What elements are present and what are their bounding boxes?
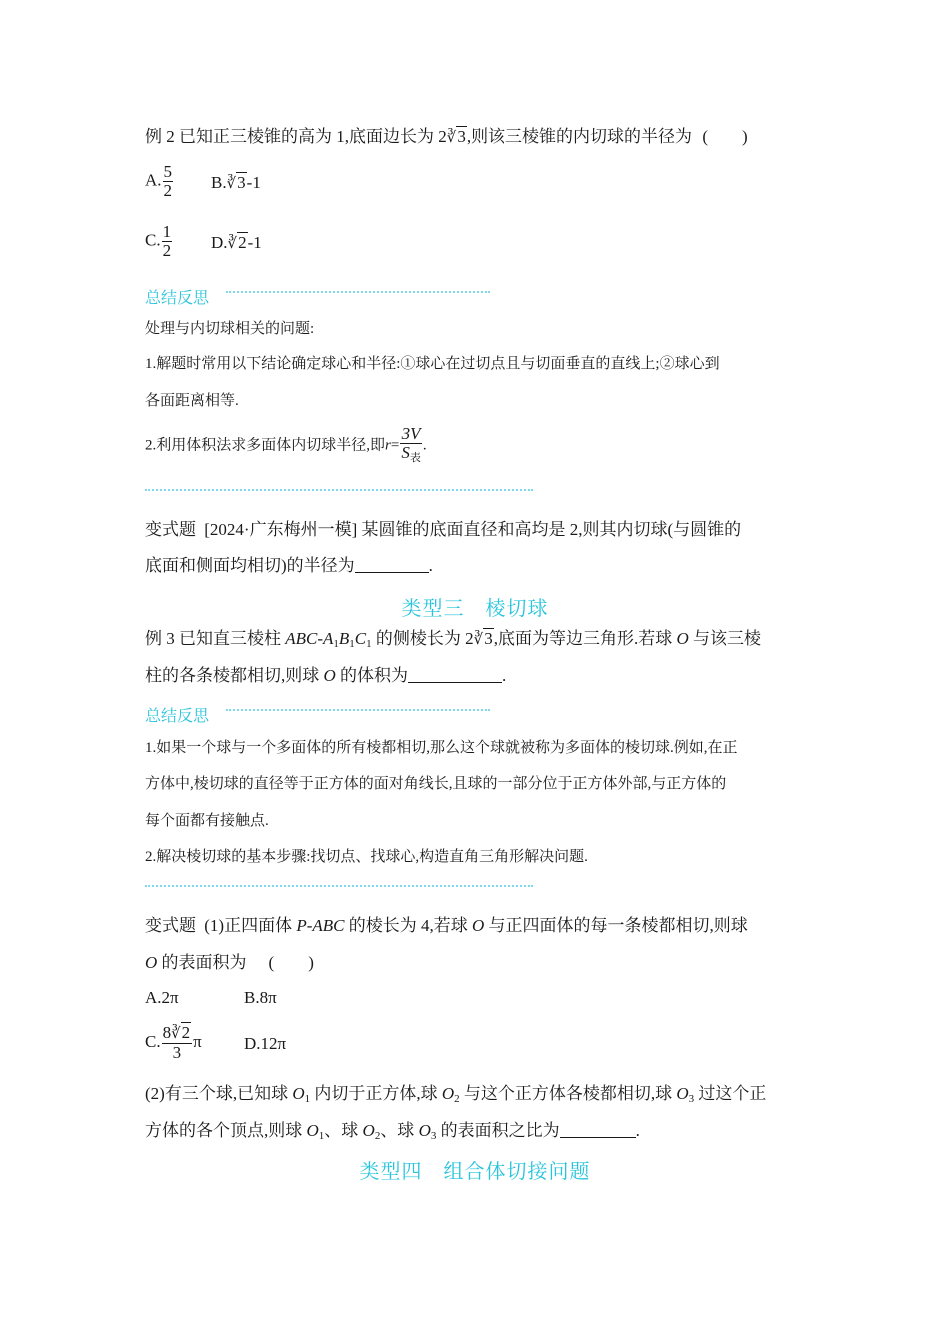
summary-line: 1.解题时常用以下结论确定球心和半径:①球心在过切点且与切面垂直的直线上;②球心到: [145, 356, 720, 372]
variant-2-part2-line1: (2)有三个球,已知球 $O_1$ 内切于正方体,球 $O_2$ 与这个正方体各棱都相切,球 $O_3$ 过这个正: [145, 1084, 767, 1105]
example-label: 例 3: [145, 629, 175, 648]
variant-2-part1-line1: 变式题 (1)正四面体 P-ABC 的棱长为 4,若球 O 与正四面体的每一条棱都相切,则球: [145, 916, 748, 935]
example-3-line2: 柱的各条棱都相切,则球 O 的体积为 .: [145, 666, 507, 685]
variant-1-line1: 变式题 [2024·广东梅州一模] 某圆锥的底面直径和高均是 2,则其内切球(与圆锥的: [145, 520, 742, 539]
fraction: $\frac{8∛2}{3}$: [162, 1023, 191, 1062]
summary-line: 2.解决棱切球的基本步骤:找切点、找球心,构造直角三角形解决问题.: [145, 849, 588, 865]
variant-2-part1-line2: O 的表面积为 ( ): [145, 953, 314, 972]
summary-formula-line: 2.利用体积法求多面体内切球半径,即r= $\frac{3V}{S_表}$ .: [145, 425, 427, 467]
option-a: A.2π: [145, 988, 179, 1007]
answer-blank: [408, 682, 502, 683]
dotted-divider: [145, 885, 533, 887]
fraction: $\frac{3V}{S_表}$: [401, 424, 421, 464]
dotted-divider: [226, 709, 490, 711]
answer-blank: [355, 572, 429, 573]
dotted-divider: [226, 291, 490, 293]
answer-blank: [560, 1137, 636, 1138]
answer-paren: ( ): [702, 127, 748, 146]
option-c: C. $\frac{8∛2}{3}$ π: [145, 1023, 202, 1062]
variant-1-line2: 底面和侧面均相切)的半径为 .: [145, 556, 433, 575]
option-a: A. $\frac{5}{2}$: [145, 162, 173, 200]
variant-2-part2-line2: 方体的各个顶点,则球 $O_1$、球 $O_2$、球 $O_3$ 的表面积之比为 .: [145, 1121, 640, 1142]
summary-line: 方体中,棱切球的直径等于正方体的面对角线长,且球的一部分位于正方体外部,与正方体的: [145, 776, 727, 792]
option-d: D.∛2-1: [211, 233, 262, 252]
dotted-divider: [145, 489, 533, 491]
option-b: B.∛3-1: [211, 173, 261, 192]
section-title: 类型四 组合体切接问题: [359, 1161, 591, 1183]
radical: ∛3: [446, 127, 466, 146]
option-c: C. $\frac{1}{2}$: [145, 222, 172, 260]
summary-line: 每个面都有接触点.: [145, 813, 269, 829]
summary-header: 总结反思: [145, 708, 210, 725]
fraction: $\frac{5}{2}$: [163, 162, 173, 200]
option-d: D.12π: [244, 1034, 287, 1053]
option-b: B.8π: [244, 988, 277, 1007]
section-title: 类型三 棱切球: [401, 598, 549, 620]
summary-header: 总结反思: [145, 290, 210, 307]
example-label: 例 2: [145, 127, 175, 146]
fraction: $\frac{1}{2}$: [162, 222, 172, 260]
answer-paren: ( ): [268, 953, 314, 972]
variant-label: 变式题: [145, 520, 196, 539]
summary-line: 各面距离相等.: [145, 393, 239, 409]
example-3-line1: 例 3 已知直三棱柱 ABC-$A_1B_1C_1$ 的侧棱长为 2∛3,底面为等边三角形.若球 O 与该三棱: [145, 629, 761, 650]
variant-label: 变式题: [145, 916, 196, 935]
summary-line: 处理与内切球相关的问题:: [145, 321, 315, 337]
summary-line: 1.如果一个球与一个多面体的所有棱都相切,那么这个球就被称为多面体的棱切球.例如,在正: [145, 740, 738, 756]
example-2-stem: 例 2 已知正三棱锥的高为 1,底面边长为 2∛3,则该三棱锥的内切球的半径为 ( ): [145, 126, 748, 149]
